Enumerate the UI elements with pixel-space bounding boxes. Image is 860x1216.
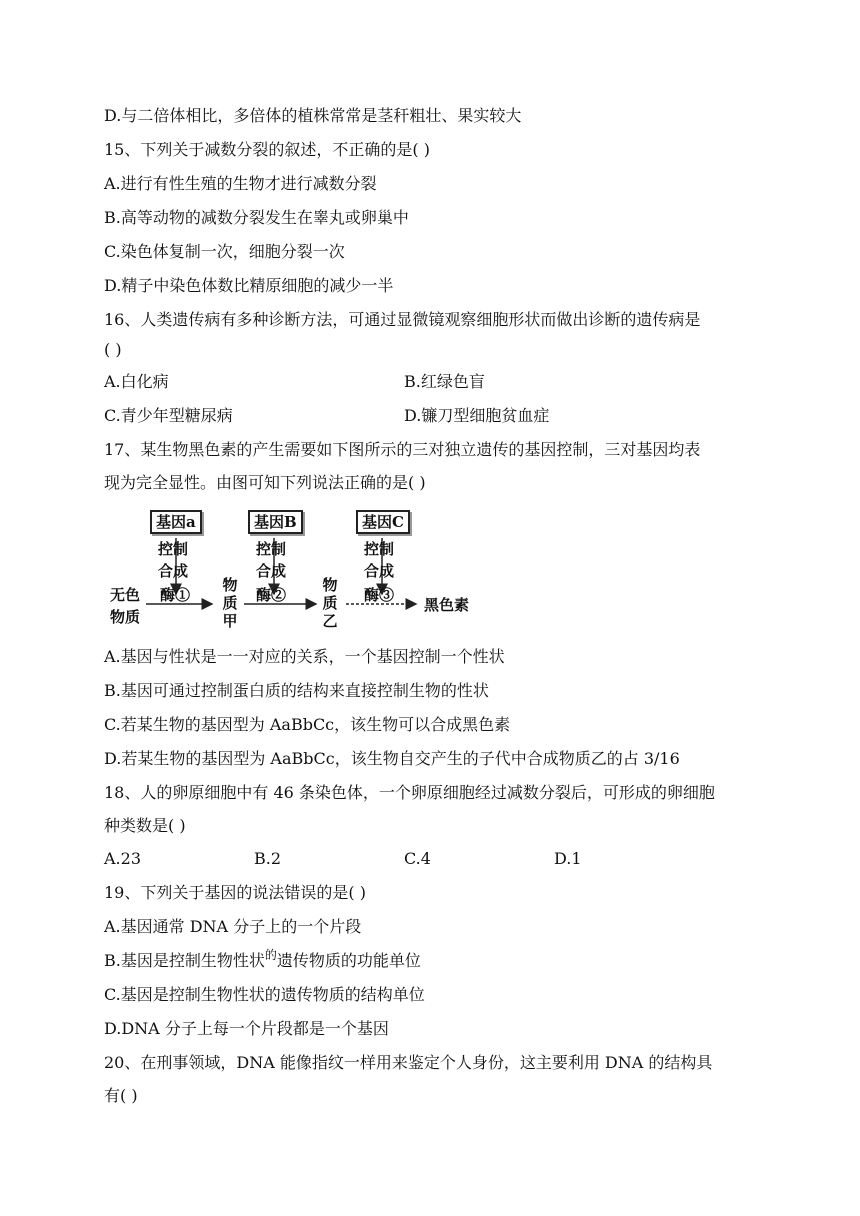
enzyme-2-label: 酶② [256,586,287,604]
q15-stem: 15、下列关于减数分裂的叙述，不正确的是( ) [104,140,430,159]
colorless-substance-label-2: 物质 [110,608,141,626]
q18-option-a: A.23 [104,849,141,868]
q18-option-c: C.4 [404,849,431,868]
substance-jia-char-3: 甲 [222,612,238,630]
q19-option-b-part2: 遗传物质的功能单位 [276,951,421,970]
q19-option-b-superscript: 的 [264,948,277,962]
synth-label-1: 合成 [158,562,189,580]
q17-option-a: A.基因与性状是一一对应的关系，一个基因控制一个性状 [104,647,505,666]
substance-jia-char-1: 物 [222,576,238,594]
q16-stem-line1: 16、人类遗传病有多种诊断方法，可通过显微镜观察细胞形状而做出诊断的遗传病是 [104,310,701,329]
q17-option-d: D.若某生物的基因型为 AaBbCc，该生物自交产生的子代中合成物质乙的占 3/16 [104,749,680,768]
q19-option-d: D.DNA 分子上每一个片段都是一个基因 [104,1019,389,1038]
q17-stem-line1: 17、某生物黑色素的产生需要如下图所示的三对独立遗传的基因控制，三对基因均表 [104,440,701,459]
synth-label-3: 合成 [364,562,395,580]
q17-stem-line2: 现为完全显性。由图可知下列说法正确的是( ) [104,473,426,492]
q15-option-c: C.染色体复制一次，细胞分裂一次 [104,242,345,261]
q15-option-a: A.进行有性生殖的生物才进行减数分裂 [104,174,377,193]
enzyme-3-label: 酶③ [364,586,395,604]
q19-option-c: C.基因是控制生物性状的遗传物质的结构单位 [104,985,425,1004]
q19-option-a: A.基因通常 DNA 分子上的一个片段 [104,917,362,936]
q16-option-b: B.红绿色盲 [404,372,485,391]
gene-a-box: 基因a [150,510,202,534]
q15-option-d: D.精子中染色体数比精原细胞的减少一半 [104,276,394,295]
q20-stem-line1: 20、在刑事领域，DNA 能像指纹一样用来鉴定个人身份，这主要利用 DNA 的结构具 [104,1053,713,1072]
substance-yi-char-1: 物 [322,576,338,594]
q16-option-d: D.镰刀型细胞贫血症 [404,406,550,425]
substance-yi-char-2: 质 [322,594,338,612]
q17-option-c: C.若某生物的基因型为 AaBbCc，该生物可以合成黑色素 [104,715,511,734]
q16-option-a: A.白化病 [104,372,169,391]
q16-option-c: C.青少年型糖尿病 [104,406,233,425]
q19-option-b [104,948,421,972]
q18-stem-line2: 种类数是( ) [104,816,186,835]
colorless-substance-label-1: 无色 [110,586,141,604]
gene-b-box: 基因B [248,510,303,534]
melanin-label: 黑色素 [424,596,470,614]
substance-jia-char-2: 质 [222,594,238,612]
control-label-2: 控制 [256,540,287,558]
q18-option-b: B.2 [254,849,282,868]
gene-c-box: 基因C [356,510,410,534]
q19-option-b-part1: B.基因是控制生物性状 [104,951,265,970]
synth-label-2: 合成 [256,562,287,580]
q20-stem-line2: 有( ) [104,1086,138,1105]
q14-option-d: D.与二倍体相比，多倍体的植株常常是茎秆粗壮、果实较大 [104,106,522,125]
q17-option-b: B.基因可通过控制蛋白质的结构来直接控制生物的性状 [104,681,489,700]
q19-stem: 19、下列关于基因的说法错误的是( ) [104,883,366,902]
q18-option-d: D.1 [554,849,582,868]
substance-yi-char-3: 乙 [322,612,338,630]
q15-option-b: B.高等动物的减数分裂发生在睾丸或卵巢中 [104,208,409,227]
q18-stem-line1: 18、人的卵原细胞中有 46 条染色体，一个卵原细胞经过减数分裂后，可形成的卵细胞 [104,783,715,802]
control-label-3: 控制 [364,540,395,558]
enzyme-1-label: 酶① [160,586,191,604]
q16-stem-line2: ( ) [104,340,122,359]
control-label-1: 控制 [158,540,189,558]
